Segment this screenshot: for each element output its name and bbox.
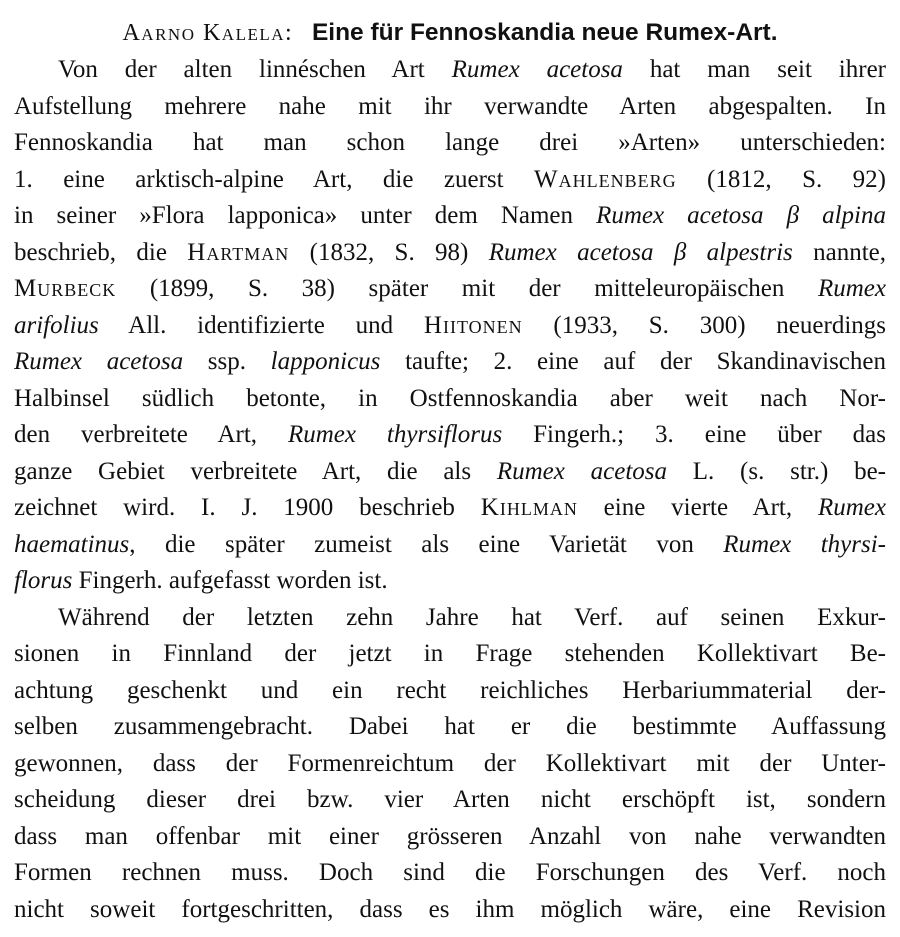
paragraph-1 xyxy=(14,52,886,600)
text-line: Fennoskandia hat man schon lange drei »Arten» unterschieden: xyxy=(14,129,886,156)
author-name: Aarno Kalela: xyxy=(122,20,294,46)
text-line: Halbinsel südlich betonte, in Ostfennoskandia aber weit nach Nor- xyxy=(14,384,886,412)
text-line: in seiner »Flora lapponica» unter dem Namen Rumex acetosa β alpina xyxy=(14,202,886,229)
text-line: beschrieb, die Hartman (1832, S. 98) Rumex acetosa β alpestris nannte, xyxy=(14,238,886,266)
text-line: Aufstellung mehrere nahe mit ihr verwandte Arten abgespalten. In xyxy=(14,92,886,120)
text-line: Von der alten linnéschen Art Rumex acetosa hat man seit ihrer xyxy=(58,56,886,83)
text-line: ganze Gebiet verbreitete Art, die als Rumex acetosa L. (s. str.) be- xyxy=(14,457,886,485)
text-line: nicht soweit fortgeschritten, dass es ihm möglich wäre, eine Revision xyxy=(14,895,886,923)
text-line: selben zusammengebracht. Dabei hat er die bestimmte Auffassung xyxy=(14,713,886,740)
text-line: scheidung dieser drei bzw. vier Arten nicht erschöpft ist, sondern xyxy=(14,786,886,813)
text-line: achtung geschenkt und ein recht reichliches Herbariummaterial der- xyxy=(14,676,886,704)
text-line: florus Fingerh. aufgefasst worden ist. xyxy=(14,567,388,594)
text-line: Während der letzten zehn Jahre hat Verf. auf seinen Exkur- xyxy=(58,603,886,631)
text-line: Murbeck (1899, S. 38) später mit der mitteleuropäischen Rumex xyxy=(14,275,886,302)
text-line: zeichnet wird. I. J. 1900 beschrieb Kihlman eine vierte Art, Rumex xyxy=(14,494,886,521)
text-line: Formen rechnen muss. Doch sind die Forschungen des Verf. noch xyxy=(14,859,886,886)
text-line: arifolius All. identifizierte und Hiitonen (1933, S. 300) neuerdings xyxy=(14,311,886,339)
text-line: haematinus, die später zumeist als eine Varietät von Rumex thyrsi- xyxy=(14,530,886,558)
paragraph-2 xyxy=(14,600,886,929)
article-heading xyxy=(14,14,886,52)
text-line: gewonnen, dass der Formenreichtum der Kollektivart mit der Unter- xyxy=(14,749,886,777)
text-line: Rumex acetosa ssp. lapponicus taufte; 2. eine auf der Skandinavischen xyxy=(14,348,886,375)
text-line: den verbreitete Art, Rumex thyrsiflorus Fingerh.; 3. eine über das xyxy=(14,421,886,448)
text-line: dass man offenbar mit einer grösseren Anzahl von nahe verwandten xyxy=(14,822,886,850)
article-title: Eine für Fennoskandia neue Rumex-Art. xyxy=(311,19,778,46)
text-line: sionen in Finnland der jetzt in Frage stehenden Kollektivart Be- xyxy=(14,640,886,667)
text-line: 1. eine arktisch-alpine Art, die zuerst Wahlenberg (1812, S. 92) xyxy=(14,165,886,193)
